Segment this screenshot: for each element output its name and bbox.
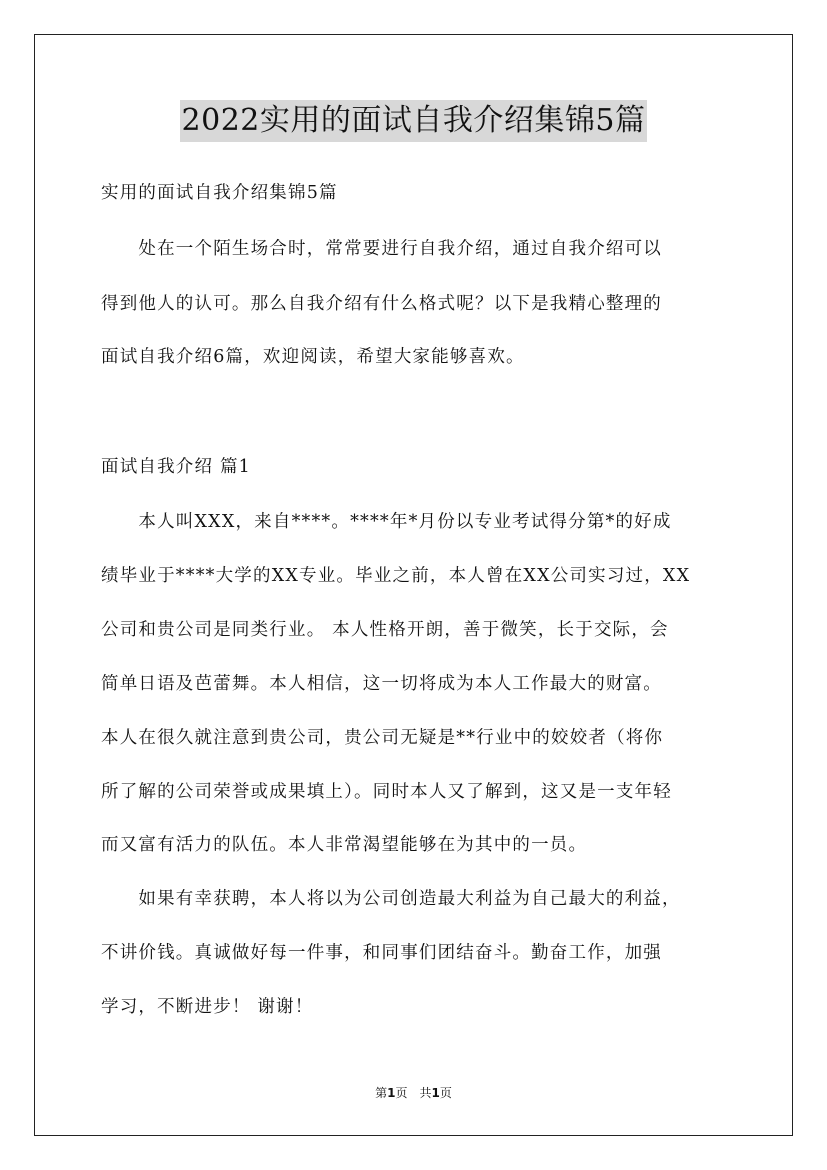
body-line: 如果有幸获聘，本人将以为公司创造最大利益为自己最大的利益， [101, 889, 681, 909]
body-line: 本人在很久就注意到贵公司，贵公司无疑是**行业中的姣姣者（将你 [101, 728, 664, 748]
page-current: 1 [387, 1086, 396, 1100]
document-title: 2022实用的面试自我介绍集锦5篇 [180, 100, 648, 142]
document-subtitle: 实用的面试自我介绍集锦5篇 [101, 183, 338, 203]
body-line: 绩毕业于****大学的XX专业。毕业之前，本人曾在XX公司实习过，XX [101, 566, 691, 586]
body-line: 学习，不断进步！ 谢谢！ [101, 997, 314, 1017]
page-mid: 页 共 [395, 1086, 432, 1100]
body-line: 本人叫XXX，来自****。****年*月份以专业考试得分第*的好成 [101, 512, 672, 532]
page-footer [0, 1084, 827, 1101]
body-line: 所了解的公司荣誉或成果填上）。同时本人又了解到，这又是一支年轻 [101, 782, 672, 802]
body-line: 公司和贵公司是同类行业。 本人性格开朗，善于微笑，长于交际，会 [101, 620, 669, 640]
body-line: 简单日语及芭蕾舞。本人相信，这一切将成为本人工作最大的财富。 [101, 674, 662, 694]
body-line: 而又富有活力的队伍。本人非常渴望能够在为其中的一员。 [101, 835, 588, 855]
section-heading: 面试自我介绍 篇1 [101, 457, 251, 477]
body-line: 不讲价钱。真诚做好每一件事，和同事们团结奋斗。勤奋工作，加强 [101, 943, 662, 963]
intro-line: 得到他人的认可。那么自我介绍有什么格式呢？以下是我精心整理的 [101, 294, 662, 314]
page-total: 1 [431, 1086, 440, 1100]
title-container [0, 100, 827, 142]
page-suffix: 页 [439, 1086, 452, 1100]
intro-line: 处在一个陌生场合时，常常要进行自我介绍，通过自我介绍可以 [101, 239, 662, 259]
intro-line: 面试自我介绍6篇，欢迎阅读，希望大家能够喜欢。 [101, 347, 525, 367]
page-prefix: 第 [375, 1086, 388, 1100]
